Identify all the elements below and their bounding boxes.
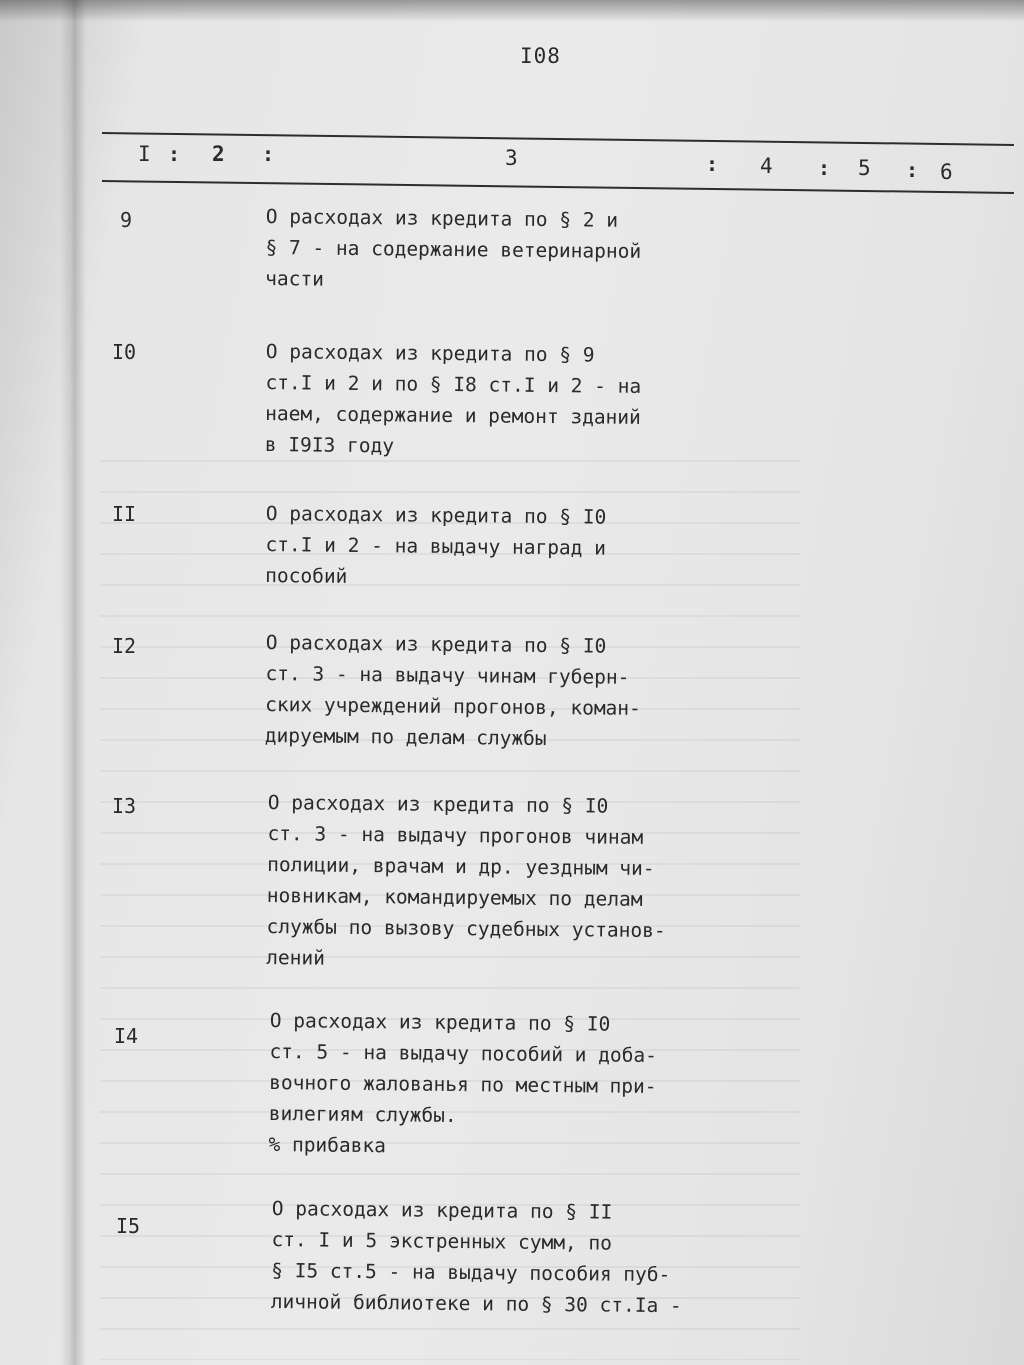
column-header-4: 4 xyxy=(760,154,773,178)
column-separator: : xyxy=(818,156,831,180)
column-separator: : xyxy=(262,142,275,166)
table-header-bottom-rule xyxy=(102,180,1014,194)
row-number: I3 xyxy=(112,794,137,818)
row-description: О расходах из кредита по § I0 ст.I и 2 - на выдачу наград и пособий xyxy=(265,501,607,588)
column-header-2: 2 xyxy=(212,142,225,166)
column-separator: : xyxy=(168,142,181,166)
row-number: I5 xyxy=(116,1214,141,1238)
column-header-5: 5 xyxy=(858,156,871,180)
column-header-3: 3 xyxy=(505,146,518,170)
row-description: О расходах из кредита по § II ст. I и 5 экстренных сумм, по § I5 ст.5 - на выдачу пособия пуб- личной библиотеке и по § 30 ст.Iа - xyxy=(270,1196,682,1318)
page-number: I08 xyxy=(520,44,561,68)
row-description: О расходах из кредита по § 9 ст.I и 2 и по § I8 ст.I и 2 - на наем, содержание и ремонт зданий в I9I3 году xyxy=(264,339,642,458)
row-number: I4 xyxy=(114,1024,139,1048)
row-number: I2 xyxy=(112,634,137,658)
column-header-6: 6 xyxy=(940,160,953,184)
column-header-1: I xyxy=(138,142,151,166)
row-description: О расходах из кредита по § I0 ст. 3 - на выдачу чинам губерн- ских учреждений прогонов, коман- дируемым по делам службы xyxy=(264,630,641,750)
row-description: О расходах из кредита по § I0 ст. 3 - на выдачу прогонов чинам полиции, врачам и др. уездным чи- новникам, командируемых по делам службы по вызову судебных установ- лений xyxy=(266,790,666,970)
row-description: О расходах из кредита по § I0 ст. 5 - на выдачу пособий и доба- вочного жалованья по местным при- вилегиям службы. % прибавка xyxy=(268,1008,658,1158)
row-description: О расходах из кредита по § 2 и § 7 - на содержание ветеринарной части xyxy=(265,204,642,291)
show-through-texture xyxy=(100,460,800,1360)
column-separator: : xyxy=(706,152,719,176)
row-number: II xyxy=(112,502,137,526)
row-number: 9 xyxy=(120,208,133,232)
column-separator: : xyxy=(906,158,919,182)
table-header-top-rule xyxy=(102,132,1014,146)
row-number: I0 xyxy=(112,340,137,364)
page-edge-shadow xyxy=(0,0,1024,22)
binding-shadow xyxy=(60,0,86,1365)
